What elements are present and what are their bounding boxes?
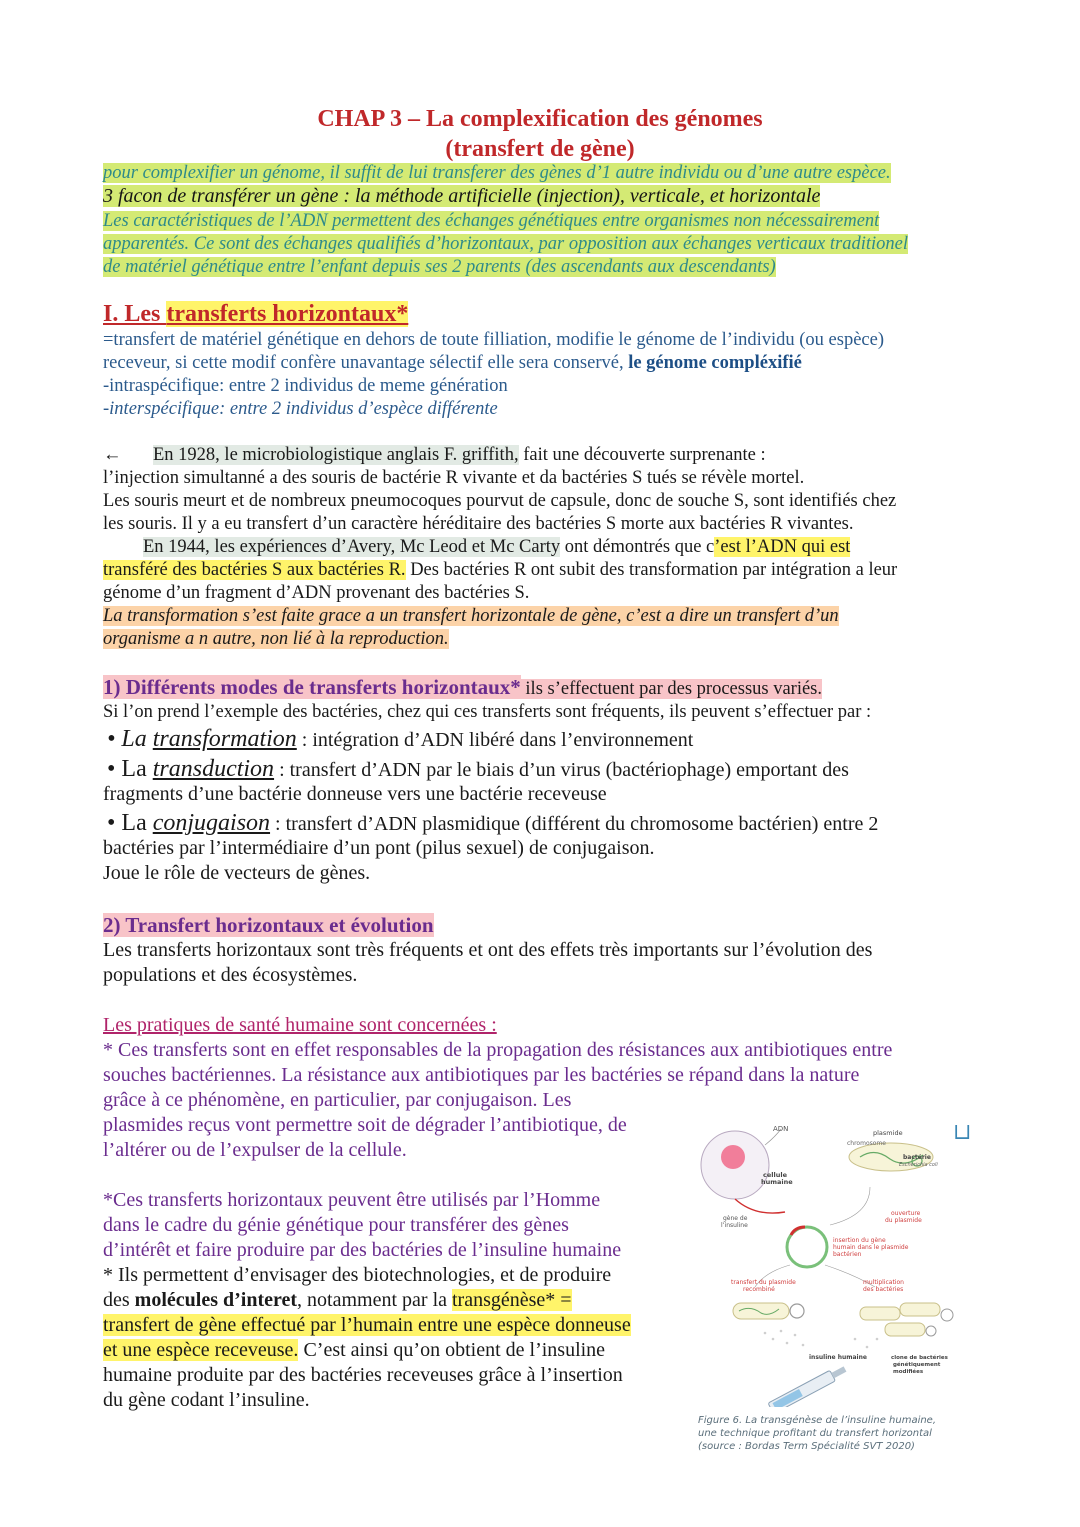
label-humaine: humaine [761, 1178, 793, 1186]
recombinant-bacterium [733, 1303, 789, 1319]
mode-transduction: • La transduction : transfert d’ADN par le biais d’un virus (bactériophage) emportant des [107, 756, 849, 782]
sante-line-4: plasmides reçus vont permettre soit de dégrader l’antibiotique, de [103, 1114, 627, 1136]
caption-line-3: (source : Bordas Term Spécialité SVT 2020) [698, 1441, 915, 1452]
sante-heading: Les pratiques de santé humaine sont concernées : [103, 1014, 497, 1036]
definition-line-2: receveur, si cette modif confère unavantage sélectif elle sera conservé, le génome compléxifié [103, 353, 802, 373]
subsection-2-heading: 2) Transfert horizontaux et évolution [103, 913, 434, 937]
figure-caption [698, 1414, 978, 1453]
label-chromosome: chromosome [847, 1140, 886, 1147]
transgenesis-figure [695, 1117, 975, 1407]
mode-transduction-line-2: fragments d’une bactérie donneuse vers une bactérie receveuse [103, 783, 607, 805]
label-gene: gène de [723, 1215, 748, 1222]
label-transfert-2: recombiné [743, 1286, 775, 1293]
label-gene-insuline: l’insuline [721, 1222, 748, 1229]
label-bacterie: bactérie [903, 1154, 931, 1161]
griffith-line-4: les souris. Il y a eu transfert d’un caractère héréditaire des bactéries S morte aux bactéries R vivantes. [103, 514, 854, 534]
evolution-line-1: Les transferts horizontaux sont très fréquents et ont des effets très importants sur l’évolution des [103, 939, 873, 961]
griffith-line-2: l’injection simultanné a des souris de bactérie R vivante et da bactéries S tués se révèle mortel. [103, 468, 805, 488]
section-1-heading: I. Les transferts horizontaux* [103, 301, 409, 327]
beaker-icon: ⊔ [953, 1119, 972, 1144]
label-plasmide: plasmide [873, 1129, 903, 1137]
label-ouverture-2: du plasmide [885, 1217, 922, 1224]
avery-line-3: génome d’un fragment d’ADN provenant des bactéries S. [103, 583, 530, 603]
interspecific-line: -interspécifique: entre 2 individus d’espèce différente [103, 399, 498, 419]
intro-line-3: Les caractéristiques de l’ADN permettent des échanges génétiques entre organismes non nécessairement [103, 211, 880, 231]
mode-conjugaison-line-3: Joue le rôle de vecteurs de gènes. [103, 862, 371, 884]
intraspecific-line: -intraspécifique: entre 2 individus de meme génération [103, 376, 508, 396]
intro-line-4: apparentés. Ce sont des échanges qualifiés d’horizontaux, par opposition aux échanges verticaux traditionel [103, 234, 908, 254]
sante-line-2: souches bactériennes. La résistance aux antibiotiques par les bactéries se répand dans la nature [103, 1064, 860, 1086]
label-transfert-1: transfert du plasmide [731, 1279, 796, 1286]
conclusion-line-2: organisme a n autre, non lié à la reproduction. [103, 629, 449, 649]
label-insertion-2: humain dans le plasmide [833, 1244, 909, 1251]
mode-conjugaison-line-2: bactéries par l’intermédiaire d’un pont (pilus sexuel) de conjugaison. [103, 837, 655, 859]
insulin-dots [764, 1330, 879, 1349]
label-clone-2: génétiquement [893, 1362, 941, 1368]
intro-line-2: 3 facon de transférer un gène : la méthode artificielle (injection), verticale, et horizontale [103, 185, 821, 207]
cell-nucleus [721, 1145, 745, 1169]
griffith-line-1: ← En 1928, le microbiologistique anglais F. griffith, fait une découverte surprenante : [103, 445, 766, 465]
label-insertion-3: bactérien [833, 1251, 862, 1258]
modes-intro: Si l’on prend l’exemple des bactéries, chez qui ces transferts sont fréquents, ils peuvent s’effectuer par : [103, 702, 872, 722]
mode-transformation: • La transformation : intégration d’ADN libéré dans l’environnement [107, 726, 694, 752]
definition-line-1: =transfert de matériel génétique en dehors de toute filliation, modifie le génome de l’individu (ou espèce) [103, 330, 884, 350]
caption-line-1: Figure 6. La transgénèse de l’insuline humaine, [698, 1415, 937, 1426]
avery-line-1: En 1944, les expériences d’Avery, Mc Leod et Mc Carty ont démontrés que c’est l’ADN qui est [143, 537, 851, 557]
label-cellule: cellule [763, 1171, 787, 1179]
label-multiplication-1: multiplication [863, 1279, 904, 1286]
genie-line-3: d’intérêt et faire produire par des bactéries de l’insuline humaine [103, 1239, 622, 1261]
label-ecoli: Escherichia coli [899, 1162, 938, 1168]
genie-line-2: dans le cadre du génie génétique pour transférer des gènes [103, 1214, 569, 1236]
mode-conjugaison: • La conjugaison : transfert d’ADN plasmidique (différent du chromosome bactérien) entre 2 [107, 810, 879, 836]
label-ouverture-1: ouverture [891, 1210, 921, 1217]
arrow-left-icon: ← [103, 445, 122, 465]
page-subtitle: (transfert de gène) [445, 136, 635, 162]
subsection-1-heading: 1) Différents modes de transferts horizontaux* ils s’effectuent par des processus variés. [103, 675, 823, 699]
biotech-line-5: humaine produite par des bactéries receveuses grâce à l’insertion [103, 1364, 623, 1386]
label-clone-3: modifiées [893, 1369, 924, 1375]
griffith-line-3: Les souris meurt et de nombreux pneumocoques pourvut de capsule, donc de souche S, sont identifiés chez [103, 491, 897, 511]
genie-line-1: *Ces transferts horizontaux peuvent être utilisés par l’Homme [103, 1189, 601, 1211]
biotech-line-6: du gène codant l’insuline. [103, 1389, 310, 1411]
label-clone-1: clone de bactéries [891, 1355, 948, 1361]
biotech-line-4: et une espèce receveuse. C’est ainsi qu’on obtient de l’insuline [103, 1339, 606, 1361]
label-insuline-humaine: insuline humaine [809, 1354, 867, 1361]
label-adn: ADN [773, 1125, 789, 1133]
sante-line-3: grâce à ce phénomène, en particulier, par conjugaison. Les [103, 1089, 572, 1111]
intro-line-1: pour complexifier un génome, il suffit de lui transferer des gènes d’1 autre individu ou d’une autre espèce. [103, 163, 891, 183]
sante-line-5: l’altérer ou de l’expulser de la cellule. [103, 1139, 407, 1161]
biotech-line-3: transfert de gène effectué par l’humain entre une espèce donneuse [103, 1314, 631, 1336]
page-title: CHAP 3 – La complexification des génomes [317, 106, 763, 132]
conclusion-line-1: La transformation s’est faite grace a un transfert horizontale de gène, c’est a dire un transfert d’un [103, 606, 839, 626]
intro-line-5: de matériel génétique entre l’enfant depuis ses 2 parents (des ascendants aux descendants) [103, 257, 776, 277]
label-multiplication-2: des bactéries [863, 1286, 904, 1293]
syringe-icon [742, 1364, 848, 1407]
biotech-line-1: * Ils permettent d’envisager des biotechnologies, et de produire [103, 1264, 612, 1286]
evolution-line-2: populations et des écosystèmes. [103, 964, 358, 986]
avery-line-2: transféré des bactéries S aux bactéries R. Des bactéries R ont subit des transformation par intégration a leur [103, 560, 898, 580]
biotech-line-2: des molécules d’interet, notamment par la transgénèse* = [103, 1289, 572, 1311]
caption-line-2: une technique profitant du transfert horizontal [698, 1428, 932, 1439]
label-insertion-1: insertion du gène [833, 1237, 886, 1244]
sante-line-1: * Ces transferts sont en effet responsables de la propagation des résistances aux antibiotiques entre [103, 1039, 893, 1061]
